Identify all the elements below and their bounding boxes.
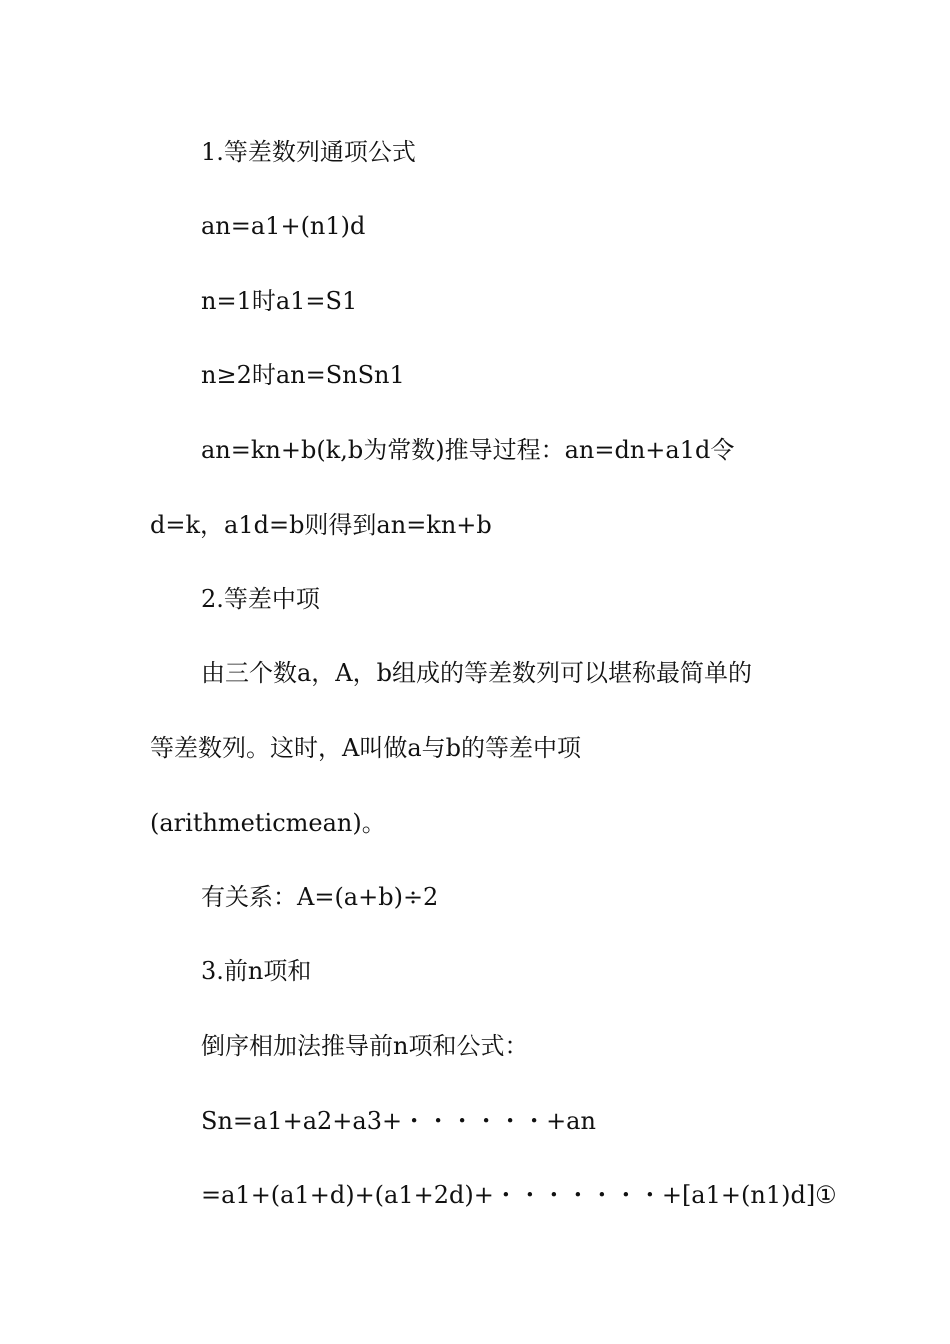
section-heading-general-term: 1.等差数列通项公式 [201, 138, 416, 166]
formula-partial-sum-1: Sn=a1+a2+a3+・・・・・・+an [201, 1107, 596, 1135]
formula-partial-sum-2: =a1+(a1+d)+(a1+2d)+・・・・・・・+[a1+(n1)d]① [201, 1181, 837, 1209]
derivation-line-2: d=k，a1d=b则得到an=kn+b [150, 511, 492, 539]
formula-arithmetic-mean: 有关系：A=(a+b)÷2 [201, 883, 439, 911]
partial-sum-intro: 倒序相加法推导前n项和公式： [201, 1032, 529, 1060]
formula-n-equals-1: n=1时a1=S1 [201, 287, 358, 315]
paragraph-line-2: 等差数列。这时，A叫做a与b的等差中项 [150, 734, 582, 762]
section-heading-arithmetic-mean: 2.等差中项 [201, 585, 320, 613]
formula-general-term: an=a1+(n1)d [201, 212, 366, 240]
paragraph-line-1: 由三个数a，A，b组成的等差数列可以堪称最简单的 [201, 659, 753, 687]
section-heading-partial-sum: 3.前n项和 [201, 957, 312, 985]
paragraph-line-3: (arithmeticmean)。 [150, 809, 386, 837]
formula-n-geq-2: n≥2时an=SnSn1 [201, 361, 405, 389]
derivation-line-1: an=kn+b(k,b为常数)推导过程：an=dn+a1d令 [201, 436, 735, 464]
